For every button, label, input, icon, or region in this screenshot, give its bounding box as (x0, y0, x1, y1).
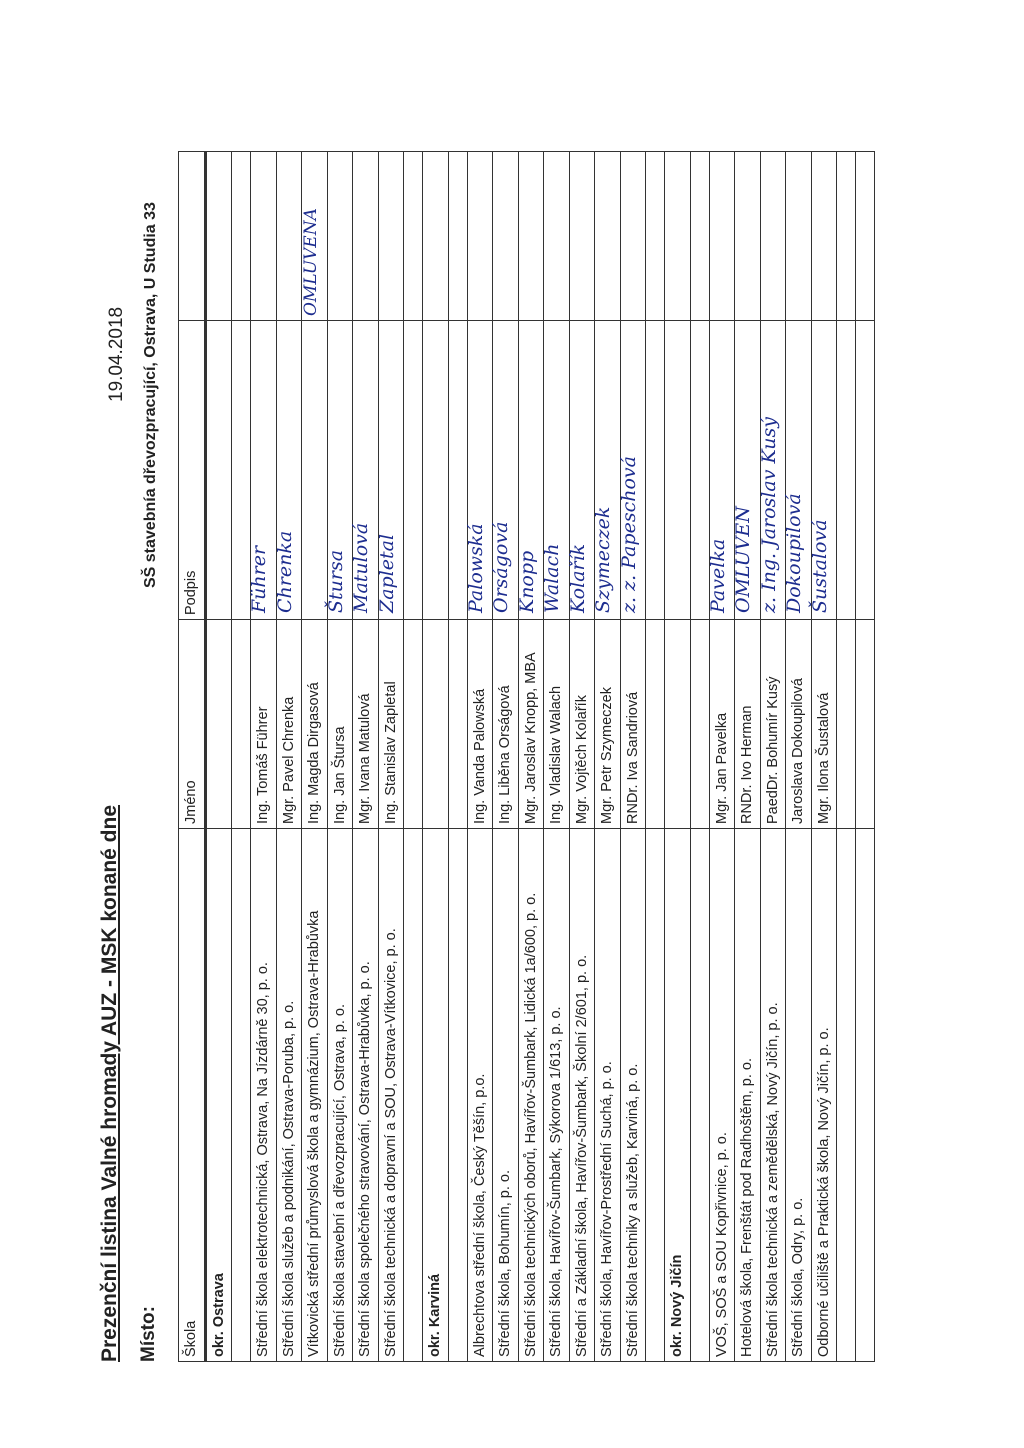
extra-signature-cell (353, 152, 379, 321)
extra-signature-cell (709, 152, 735, 321)
signature-cell-text: z. z. Papeschová (617, 456, 640, 613)
name-cell-text: Jaroslava Dokoupilová (790, 678, 807, 824)
spacer-cell (837, 829, 856, 1362)
name-cell (786, 620, 812, 829)
signature-cell-text: Pavelka (706, 538, 729, 613)
school-cell-text: Albrechtova střední škola, Český Těšín, p.o. (471, 1073, 488, 1357)
extra-signature-cell (378, 152, 404, 321)
table-row (569, 152, 595, 1362)
header-signature: Podpis (179, 321, 206, 620)
extra-signature-cell (251, 152, 277, 321)
table-row (544, 152, 570, 1362)
table-row (620, 152, 646, 1362)
school-cell (493, 829, 519, 1362)
name-cell-text: PaedDr. Bohumír Kusý (764, 676, 781, 824)
school-cell (467, 829, 493, 1362)
school-cell (709, 829, 735, 1362)
district-label (205, 829, 232, 1362)
school-cell (251, 829, 277, 1362)
table-row (709, 152, 735, 1362)
school-cell-text: Střední a Základní škola, Havířov-Šumbark, Školní 2/601, p. o. (573, 954, 590, 1357)
name-cell-text: Ing. Magda Dirgasová (306, 682, 323, 824)
name-cell-text: Mgr. Petr Szymeczek (599, 687, 616, 824)
extra-signature-cell (493, 152, 519, 321)
school-cell-text: Hotelová škola, Frenštát pod Radhoštěm, p. o. (739, 1057, 756, 1357)
school-cell-text: Střední škola společného stravování, Ostrava-Hrabůvka, p. o. (357, 961, 374, 1357)
spacer-row (448, 152, 467, 1362)
district-label-text: okr. Ostrava (210, 1273, 227, 1357)
school-cell (518, 829, 544, 1362)
name-cell (493, 620, 519, 829)
spacer-row (404, 152, 423, 1362)
school-cell-text: Střední škola technických oborů, Havířov-Šumbark, Lidická 1a/600, p. o. (522, 892, 539, 1357)
table-row (251, 152, 277, 1362)
name-cell-text: Mgr. Jaroslav Knopp, MBA (522, 652, 539, 824)
spacer-cell (690, 829, 709, 1362)
document-title: Prezenční listina Valné hromady AUZ - MSK konané dne (98, 804, 121, 1362)
school-cell (595, 829, 621, 1362)
extra-signature-cell (276, 152, 302, 321)
signature-cell (273, 321, 302, 620)
table-row (302, 152, 328, 1362)
name-cell (709, 620, 735, 829)
district-extra-cell (205, 152, 232, 321)
name-cell (276, 620, 302, 829)
district-sign-cell (665, 321, 691, 620)
spacer-row (837, 152, 856, 1362)
extra-signature-cell (786, 152, 812, 321)
district-label (423, 829, 449, 1362)
school-cell-text: Odborné učiliště a Praktická škola, Nový Jičín, p. o. (815, 1027, 832, 1357)
signature-cell-text: Matulová (350, 522, 372, 613)
spacer-cell (404, 620, 423, 829)
header-extra (179, 152, 206, 321)
extra-signature-cell (811, 152, 837, 321)
spacer-cell (448, 152, 467, 321)
school-cell (302, 829, 328, 1362)
table-header-row (179, 152, 206, 1362)
signature-cell-text: z. Ing. Jaroslav Kusý (757, 417, 780, 613)
name-cell (595, 620, 621, 829)
school-cell (544, 829, 570, 1362)
signature-cell-text: Štursa (324, 549, 347, 613)
extra-signature-cell (544, 152, 570, 321)
attendance-table (178, 151, 875, 1362)
spacer-cell (646, 829, 665, 1362)
place-value: SŠ stavebnía dřevozpracující, Ostrava, U Studia 33 (142, 202, 159, 588)
spacer-cell (837, 620, 856, 829)
extra-signature-cell (327, 152, 353, 321)
meeting-date: 19.04.2018 (106, 306, 127, 402)
name-cell (353, 620, 379, 829)
table-row (276, 152, 302, 1362)
name-cell-text: Mgr. Vojtěch Kolařík (573, 695, 590, 824)
signature-cell (375, 321, 404, 620)
signature-cell-text: Orságová (490, 521, 512, 613)
table-row (760, 152, 786, 1362)
spacer-cell (690, 620, 709, 829)
spacer-cell (232, 620, 251, 829)
signature-cell-text: Zapletal (375, 533, 398, 613)
district-extra-cell (665, 152, 691, 321)
name-cell (760, 620, 786, 829)
name-cell (544, 620, 570, 829)
spacer-cell (646, 152, 665, 321)
school-cell-text: Střední škola služeb a podnikání, Ostrava-Poruba, p. o. (280, 1000, 297, 1357)
school-cell-text: Střední škola, Havířov-Šumbark, Sýkorova 1/613, p. o. (548, 1006, 565, 1357)
extra-signature-cell-text: OMLUVENA (301, 208, 321, 316)
signature-cell-text: Kolařík (566, 543, 589, 613)
spacer-cell (448, 620, 467, 829)
name-cell-text: Ing. Vladislav Walach (548, 685, 565, 824)
signature-cell-text: Walach (541, 543, 563, 613)
spacer-cell (404, 321, 423, 620)
name-cell-text: Mgr. Jan Pavelka (713, 712, 730, 824)
school-cell (353, 829, 379, 1362)
table-row (786, 152, 812, 1362)
school-cell (735, 829, 761, 1362)
signature-cell-text: Šustalová (808, 519, 831, 613)
signature-cell-text: Chrenka (273, 530, 296, 613)
table-row (353, 152, 379, 1362)
school-cell-text: Střední škola, Havířov-Prostřední Suchá, p. o. (599, 1061, 616, 1357)
district-sign-cell (205, 321, 232, 620)
school-cell-text: Střední škola, Bohumín, p. o. (497, 1170, 514, 1357)
spacer-cell (404, 829, 423, 1362)
name-cell (467, 620, 493, 829)
table-row (378, 152, 404, 1362)
signature-cell-text: Knopp (515, 550, 538, 613)
header-school: Škola (179, 829, 206, 1362)
school-cell-text: Vítkovická střední průmyslová škola a gymnázium, Ostrava-Hrabůvka (306, 910, 323, 1357)
spacer-cell (837, 321, 856, 620)
spacer-cell (856, 152, 875, 321)
table-row (595, 152, 621, 1362)
extra-signature-cell (569, 152, 595, 321)
school-cell-text: Střední škola elektrotechnická, Ostrava, Na Jízdárně 30, p. o. (255, 962, 272, 1357)
spacer-cell (232, 152, 251, 321)
spacer-cell (856, 321, 875, 620)
name-cell-text: Ing. Tomáš Führer (255, 706, 272, 824)
spacer-cell (856, 620, 875, 829)
district-sign-cell (423, 321, 449, 620)
table-row (518, 152, 544, 1362)
school-cell (276, 829, 302, 1362)
name-cell-text: Mgr. Ilona Šustalová (815, 692, 832, 824)
spacer-row (856, 152, 875, 1362)
school-cell-text: VOŠ, SOŠ a SOU Kopřivnice, p. o. (713, 1132, 730, 1357)
name-cell-text: RNDr. Ivo Herman (739, 705, 756, 824)
school-cell-text: Střední škola techniky a služeb, Karviná, p. o. (624, 1063, 641, 1357)
school-cell-text: Střední škola, Odry, p. o. (790, 1197, 807, 1357)
name-cell-text: Mgr. Pavel Chrenka (280, 696, 297, 824)
name-cell (518, 620, 544, 829)
extra-signature-cell (518, 152, 544, 321)
name-cell (811, 620, 837, 829)
signature-cell-text: Dokoupilová (783, 493, 805, 613)
school-cell (786, 829, 812, 1362)
extra-signature-cell (760, 152, 786, 321)
district-name-cell (423, 620, 449, 829)
table-row (467, 152, 493, 1362)
spacer-cell (837, 152, 856, 321)
spacer-cell (404, 152, 423, 321)
extra-signature-cell (302, 152, 328, 321)
school-cell-text: Střední škola technická a dopravní a SOU, Ostrava-Vítkovice, p. o. (382, 928, 399, 1357)
name-cell (378, 620, 404, 829)
name-cell-text: Ing. Stanislav Zapletal (382, 681, 399, 824)
district-row (423, 152, 449, 1362)
name-cell-text: Mgr. Ivana Matulová (357, 693, 374, 824)
spacer-cell (448, 829, 467, 1362)
spacer-cell (646, 620, 665, 829)
spacer-cell (690, 152, 709, 321)
header-name: Jméno (179, 620, 206, 829)
name-cell (735, 620, 761, 829)
signature-cell (617, 321, 646, 620)
extra-signature-cell (735, 152, 761, 321)
signature-cell-text: Palowská (464, 523, 487, 613)
school-cell-text: Střední škola stavební a dřevozpracující, Ostrava, p. o. (331, 1003, 348, 1357)
district-label-text: okr. Nový Jičín (669, 1254, 686, 1357)
district-name-cell (665, 620, 691, 829)
signature-cell (808, 321, 837, 620)
district-row (665, 152, 691, 1362)
name-cell (620, 620, 646, 829)
extra-signature-cell (620, 152, 646, 321)
place-label: Místo: (138, 1306, 159, 1362)
table-row (735, 152, 761, 1362)
name-cell (327, 620, 353, 829)
signature-cell-text: Führer (248, 545, 270, 613)
name-cell-text: Ing. Liběna Orságová (497, 685, 514, 824)
table-row (493, 152, 519, 1362)
name-cell (251, 620, 277, 829)
district-extra-cell (423, 152, 449, 321)
signature-cell-text: OMLUVEN (732, 506, 754, 613)
district-label (665, 829, 691, 1362)
name-cell (302, 620, 328, 829)
spacer-row (690, 152, 709, 1362)
district-name-cell (205, 620, 232, 829)
school-cell (569, 829, 595, 1362)
district-row (205, 152, 232, 1362)
school-cell (811, 829, 837, 1362)
spacer-row (232, 152, 251, 1362)
extra-signature-cell (595, 152, 621, 321)
school-cell (620, 829, 646, 1362)
name-cell (569, 620, 595, 829)
extra-signature-cell (467, 152, 493, 321)
signature-cell-text: Szymeczek (592, 506, 614, 613)
spacer-cell (232, 829, 251, 1362)
table-row (327, 152, 353, 1362)
school-cell (327, 829, 353, 1362)
spacer-cell (646, 321, 665, 620)
name-cell-text: RNDr. Iva Sandriová (624, 691, 641, 824)
district-label-text: okr. Karviná (427, 1273, 444, 1357)
name-cell-text: Ing. Jan Štursa (331, 726, 348, 824)
table-row (811, 152, 837, 1362)
spacer-cell (856, 829, 875, 1362)
name-cell-text: Ing. Vanda Palowská (471, 688, 488, 824)
school-cell-text: Střední škola technická a zemědělská, Nový Jičín, p. o. (764, 1002, 781, 1357)
spacer-row (646, 152, 665, 1362)
school-cell (760, 829, 786, 1362)
school-cell (378, 829, 404, 1362)
